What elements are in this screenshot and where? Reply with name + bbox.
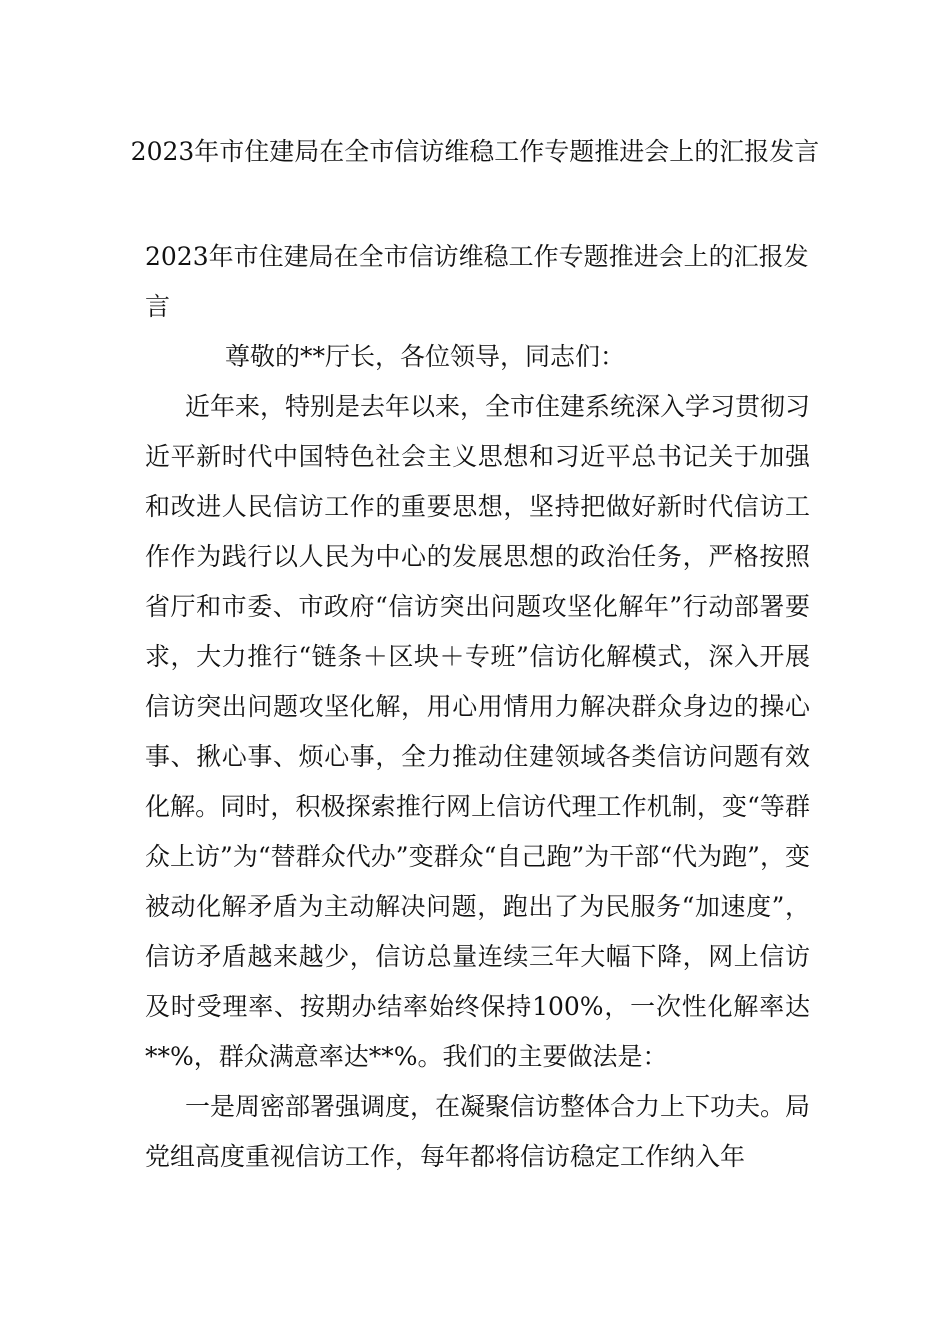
document-title: 2023年市住建局在全市信访维稳工作专题推进会上的汇报发言 [130, 137, 820, 166]
paragraph-intro: 近年来，特别是去年以来，全市住建系统深入学习贯彻习近平新时代中国特色社会主义思想和习近平总书记关于加强和改进人民信访工作的重要思想，坚持把做好新时代信访工作作为践行以人民为中心的发展思想的政治任务，严格按照省厅和市委、市政府“信访突出问题攻坚化解年”行动部署要求，大力推行“链条＋区块＋专班”信访化解模式，深入开展信访突出问题攻坚化解，用心用情用力解决群众身边的操心事、揪心事、烦心事，全力推动住建领域各类信访问题有效化解。同时，积极探索推行网上信访代理工作机制，变“等群众上访”为“替群众代办”变群众“自己跑”为干部“代为跑”，变被动化解矛盾为主动解决问题，跑出了为民服务“加速度”，信访矛盾越来越少，信访总量连续三年大幅下降，网上信访及时受理率、按期办结率始终保持100%，一次性化解率达**%，群众满意率达**%。我们的主要做法是： [145, 392, 811, 1071]
greeting: 尊敬的**厅长，各位领导，同志们： [225, 342, 626, 371]
document-subtitle: 2023年市住建局在全市信访维稳工作专题推进会上的汇报发言 [145, 242, 809, 321]
paragraph-first-point: 一是周密部署强调度，在凝聚信访整体合力上下功夫。局党组高度重视信访工作，每年都将信访稳定工作纳入年 [145, 1092, 811, 1171]
document-body [145, 232, 810, 1182]
